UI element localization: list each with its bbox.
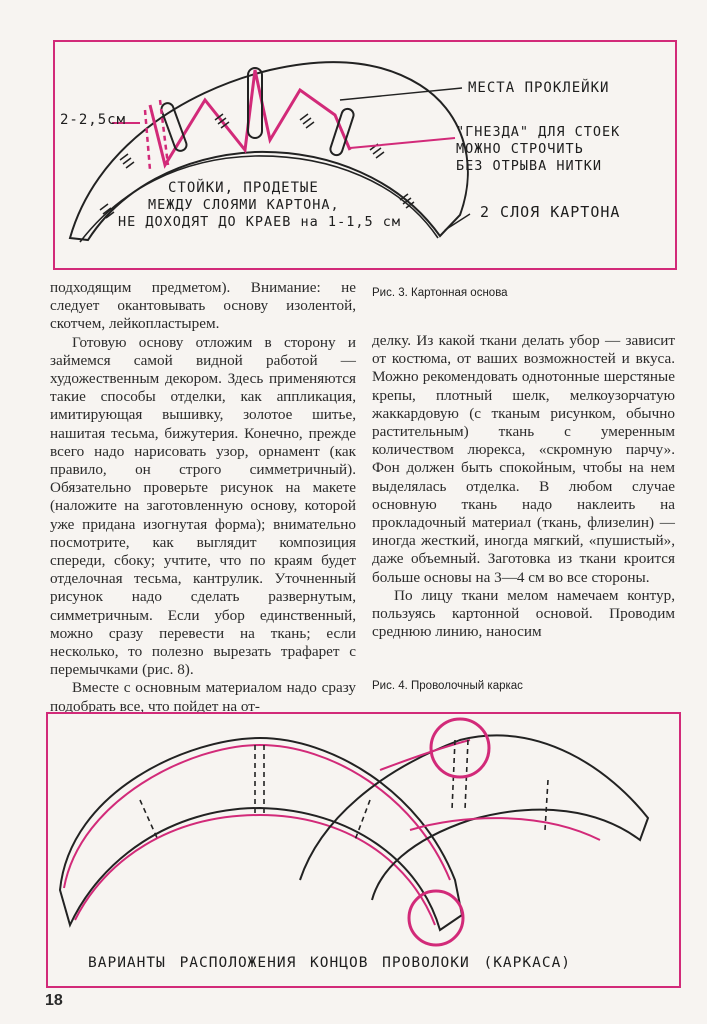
label-posts-1: СТОЙКИ, ПРОДЕТЫЕ xyxy=(168,180,319,196)
figure-4-label: ВАРИАНТЫ РАСПОЛОЖЕНИЯ КОНЦОВ ПРОВОЛОКИ (КАРКАСА) xyxy=(88,955,572,971)
label-nests-3: БЕЗ ОТРЫВА НИТКИ xyxy=(456,158,603,174)
label-nests-2: МОЖНО СТРОЧИТЬ xyxy=(456,141,584,157)
left-paragraph-3: Вместе с основным материалом надо сразу подобрать все, что пойдет на от- xyxy=(50,679,356,715)
right-paragraph-2: По лицу ткани мелом намечаем контур, пользуясь картонной основой. Проводим среднюю линию, наносим xyxy=(372,586,675,641)
left-paragraph-2: Готовую основу отложим в сторону и займемся самой видной работой — художественным декором. Здесь применяются такие способы отделки, как аппликация, имитирующая вышивку, золотое шитье, нашитая тесьма, бижутерия. Конечно, прежде всего надо нарисовать узор, орнамент (как правило, он строго симметричный). Обязательно проверьте рисунок на макете (наложите на заготовленную основу, которой уже придана изогнутая форма); внимательно посмотрите, как выглядит композиция спереди, сбоку; учтите, что по краям будет отделочная тесьма, кантрулик. Уточненный рисунок надо сделать развернутым, симметричным. Если убор единственный, можно сразу перевести на ткань; если несколько, то полезно вырезать трафарет с перемычками (рис. 8). xyxy=(50,333,356,679)
figure-3-caption: Рис. 3. Картонная основа xyxy=(372,287,508,299)
label-posts-3: НЕ ДОХОДЯТ ДО КРАЕВ на 1-1,5 см xyxy=(118,214,401,230)
left-paragraph-1: подходящим предметом). Внимание: не следует окантовывать основу изолентой, скотчем, лейкопластырем. xyxy=(50,279,356,333)
right-paragraph-1: делку. Из какой ткани делать убор — зависит от костюма, от ваших возможностей и вкуса. Можно рекомендовать однотонные шерстяные крепы, плотный шелк, мелкоузорчатую жаккардовую (с тканым рисунком, обычно растительным) ткань с умеренным количеством люрекса, «скромную парчу». Фон должен быть спокойным, чтобы на нем выделялась отделка. В любом случае основную ткань надо наклеить на прокладочный материал (ткань, флизелин) — иногда жесткий, иногда мягкий, «пушистый», даже объемный. Заготовка из ткани кроится больше основы на 3—4 см во все стороны. xyxy=(372,332,675,586)
label-nests-1: "ГНЕЗДА" ДЛЯ СТОЕК xyxy=(456,124,621,140)
right-column xyxy=(372,332,675,641)
left-column xyxy=(50,279,356,716)
label-glue: МЕСТА ПРОКЛЕЙКИ xyxy=(468,80,610,96)
figure-4-caption: Рис. 4. Проволочный каркас xyxy=(372,680,523,692)
page-number: 18 xyxy=(45,992,63,1009)
label-layers: 2 СЛОЯ КАРТОНА xyxy=(480,203,621,221)
label-width: 2-2,5см xyxy=(60,112,127,128)
label-posts-2: МЕЖДУ СЛОЯМИ КАРТОНА, xyxy=(148,197,340,213)
figure-4-frame xyxy=(46,712,681,988)
